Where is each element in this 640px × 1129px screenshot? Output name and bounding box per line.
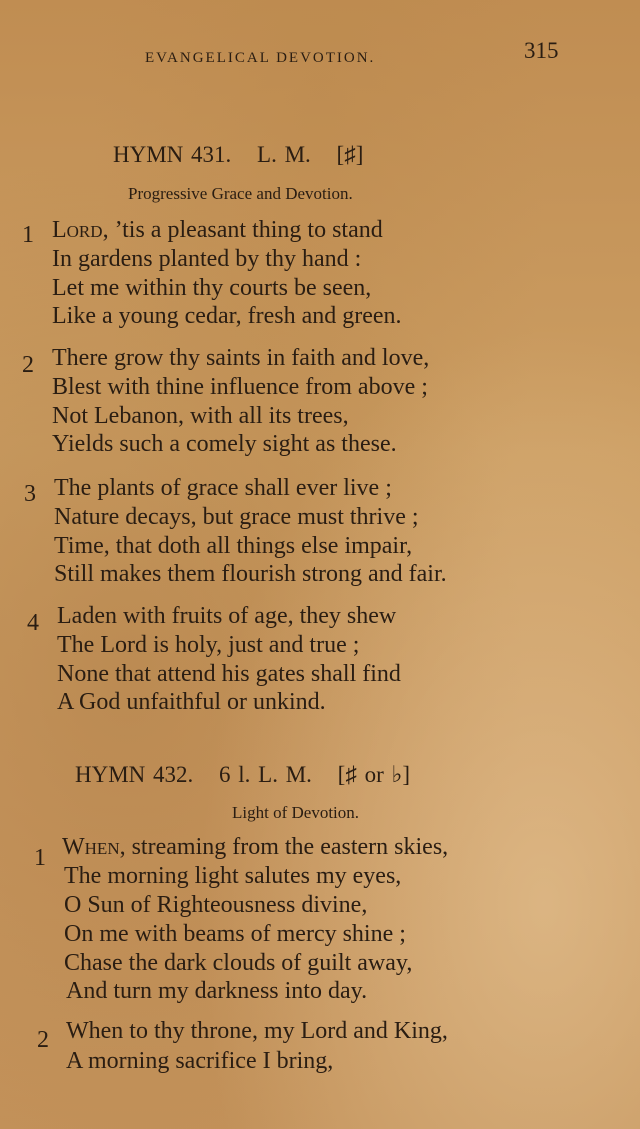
stanza-number: 2 [37, 1027, 49, 1053]
stanza-number: 1 [34, 845, 46, 871]
stanza-number: 4 [27, 610, 39, 636]
stanza-line: Nature decays, but grace must thrive ; [54, 504, 419, 530]
stanza-line: Chase the dark clouds of guilt away, [64, 950, 413, 976]
stanza-line: In gardens planted by thy hand : [52, 246, 362, 272]
stanza-line: The morning light salutes my eyes, [64, 863, 402, 889]
hymn-meter: 6 l. L. M. [219, 762, 312, 787]
hymn-key: [♯ or ♭] [337, 762, 410, 787]
stanza-line: There grow thy saints in faith and love, [52, 345, 430, 371]
stanza-line: Blest with thine influence from above ; [52, 374, 428, 400]
stanza-line: Time, that doth all things else impair, [54, 533, 413, 559]
stanza-line: A God unfaithful or unkind. [57, 689, 326, 715]
hymn-431-title [113, 142, 363, 168]
hymn-meter: L. M. [257, 142, 311, 167]
stanza-line: The plants of grace shall ever live ; [54, 475, 392, 501]
hymn-432-subtitle: Light of Devotion. [232, 803, 360, 822]
page-number: 315 [524, 38, 559, 63]
hymn-number: HYMN 431. [113, 142, 232, 167]
stanza-line: Not Lebanon, with all its trees, [52, 403, 349, 429]
stanza-number: 1 [22, 222, 34, 248]
running-head: EVANGELICAL DEVOTION. [145, 50, 376, 66]
stanza-line: None that attend his gates shall find [57, 661, 401, 687]
stanza-line: And turn my darkness into day. [66, 978, 368, 1004]
first-word: Lord [52, 217, 103, 243]
hymn-number: HYMN 432. [75, 762, 194, 787]
stanza-line: A morning sacrifice I bring, [66, 1048, 334, 1074]
stanza-line: When to thy throne, my Lord and King, [66, 1018, 448, 1044]
stanza-line: On me with beams of mercy shine ; [64, 921, 406, 947]
stanza-line: The Lord is holy, just and true ; [57, 632, 360, 658]
stanza-line: Let me within thy courts be seen, [52, 275, 372, 301]
hymn-432-title [75, 762, 410, 788]
hymn-431-subtitle: Progressive Grace and Devotion. [128, 184, 353, 203]
stanza-number: 3 [24, 481, 36, 507]
stanza-line: Yields such a comely sight as these. [52, 431, 397, 457]
hymn-key: [♯] [336, 142, 364, 167]
stanza-line: Lord, ’tis a pleasant thing to stand [52, 217, 383, 243]
stanza-line: Laden with fruits of age, they shew [57, 603, 397, 629]
stanza-line: When, streaming from the eastern skies, [62, 834, 449, 860]
stanza-line: Like a young cedar, fresh and green. [52, 303, 402, 329]
stanza-number: 2 [22, 352, 34, 378]
stanza-line: Still makes them flourish strong and fair. [54, 561, 447, 587]
stanza-line: O Sun of Righteousness divine, [64, 892, 368, 918]
first-word: When [62, 834, 120, 860]
